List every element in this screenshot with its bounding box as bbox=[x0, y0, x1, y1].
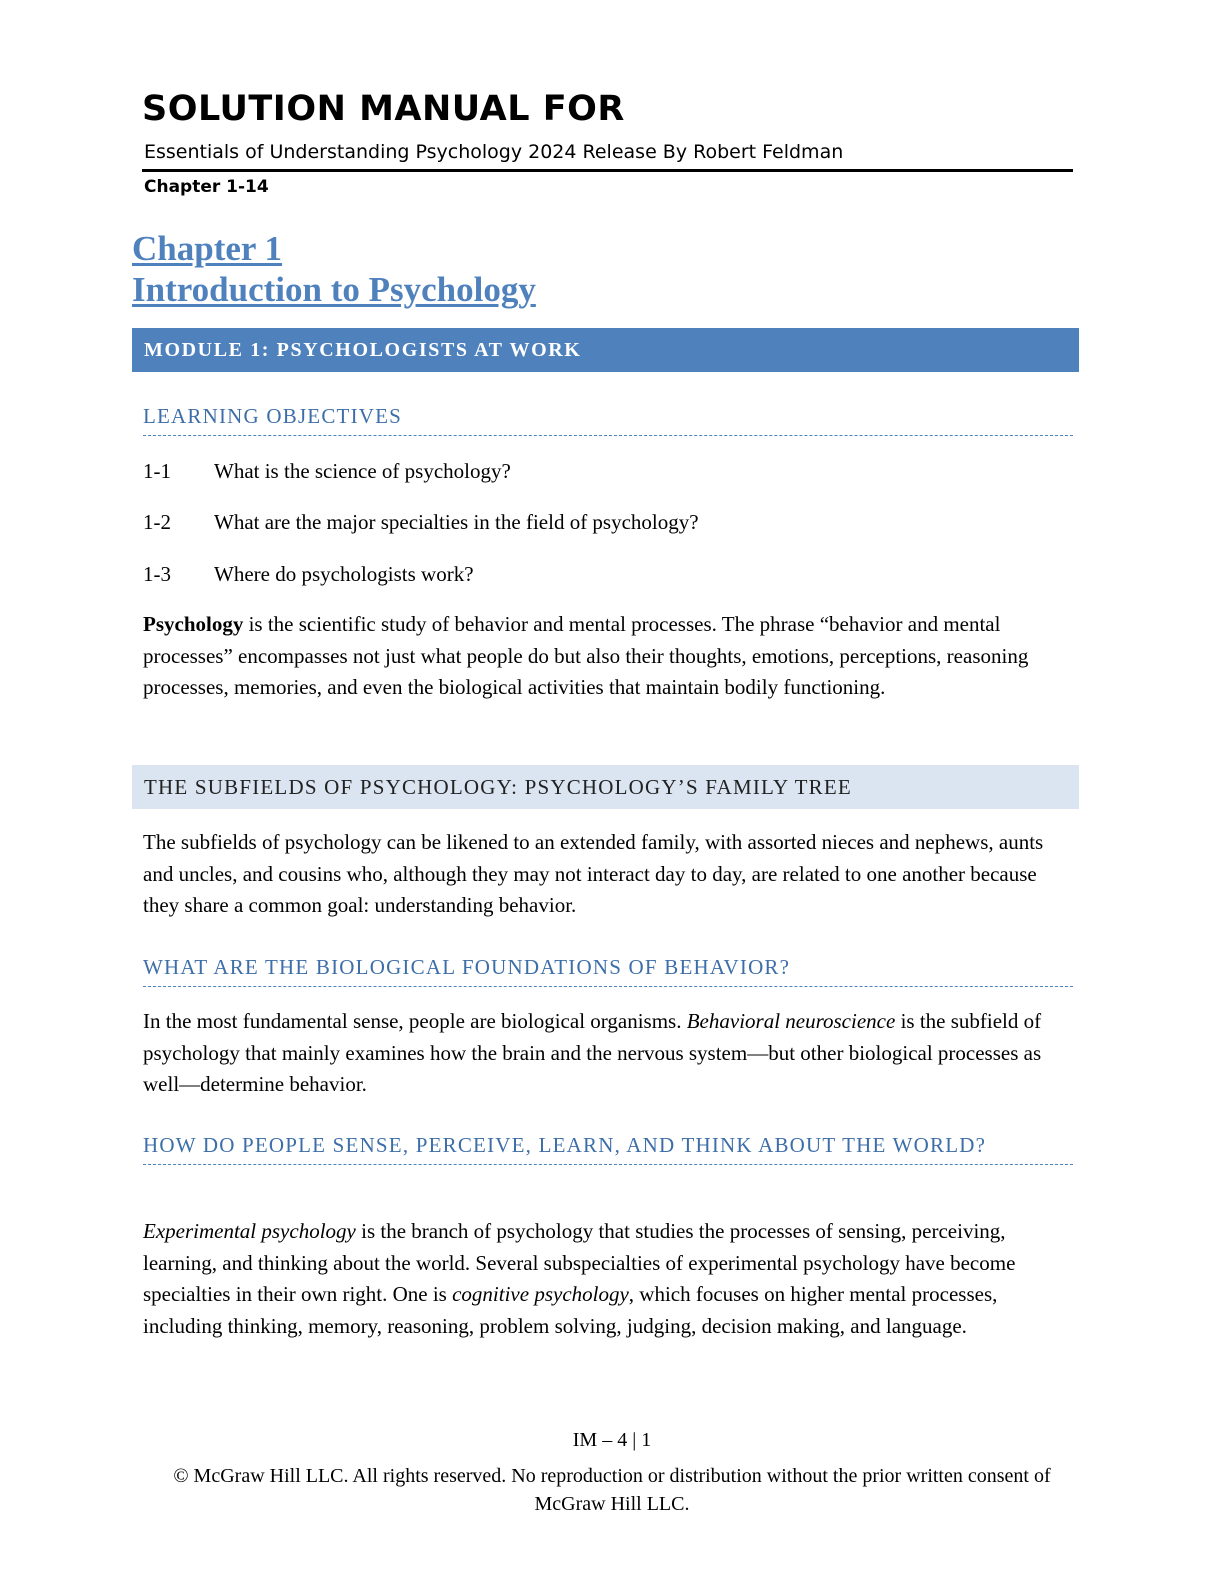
chapter-title-link[interactable]: Introduction to Psychology bbox=[132, 270, 536, 309]
header-divider bbox=[142, 169, 1073, 172]
chapter-range: Chapter 1-14 bbox=[144, 177, 269, 197]
psychology-term: Psychology bbox=[143, 612, 244, 636]
experimental-text-middle: is the branch of psychology that studies the processes of sensing, perceiving, learning, and thinking about the world. Several subspecialties of experimental psychology have become specialties in their own right. One is bbox=[143, 1219, 1016, 1306]
manual-title: SOLUTION MANUAL FOR bbox=[142, 89, 625, 129]
objective-text: What are the major specialties in the field of psychology? bbox=[214, 510, 699, 534]
chapter-number-link[interactable]: Chapter 1 bbox=[132, 229, 283, 268]
objective-number: 1-1 bbox=[143, 459, 171, 483]
biological-paragraph bbox=[143, 1006, 1073, 1101]
behavioral-neuroscience-term: Behavioral neuroscience bbox=[686, 1009, 896, 1033]
experimental-text-end: , which focuses on higher mental processes, including thinking, memory, reasoning, problem solving, judging, decision making, and language. bbox=[143, 1282, 998, 1338]
page-number: IM – 4 | 1 bbox=[572, 1429, 652, 1451]
book-subtitle: Essentials of Understanding Psychology 2024 Release By Robert Feldman bbox=[144, 141, 844, 163]
subfields-banner: THE SUBFIELDS OF PSYCHOLOGY: PSYCHOLOGY’S FAMILY TREE bbox=[132, 765, 1079, 809]
psychology-definition-paragraph bbox=[143, 609, 1073, 704]
objective-item bbox=[143, 508, 699, 536]
objective-number: 1-2 bbox=[143, 510, 171, 534]
objective-item bbox=[143, 560, 474, 588]
objective-item bbox=[143, 457, 511, 485]
learning-objectives-heading: LEARNING OBJECTIVES bbox=[143, 400, 1073, 436]
chapter-heading[interactable] bbox=[132, 228, 536, 310]
objective-number: 1-3 bbox=[143, 562, 171, 586]
objective-text: Where do psychologists work? bbox=[214, 562, 474, 586]
copyright-notice: © McGraw Hill LLC. All rights reserved. No reproduction or distribution without the prior written consent of McGraw Hill LLC. bbox=[173, 1465, 1051, 1515]
experimental-psychology-paragraph bbox=[143, 1216, 1073, 1342]
experimental-psychology-term: Experimental psychology bbox=[143, 1219, 356, 1243]
biological-text-start: In the most fundamental sense, people are biological organisms. bbox=[143, 1009, 687, 1033]
objective-text: What is the science of psychology? bbox=[214, 459, 511, 483]
module-banner: MODULE 1: PSYCHOLOGISTS AT WORK bbox=[132, 328, 1079, 372]
biological-foundations-heading: WHAT ARE THE BIOLOGICAL FOUNDATIONS OF BEHAVIOR? bbox=[143, 951, 1073, 987]
sensing-perceiving-heading: HOW DO PEOPLE SENSE, PERCEIVE, LEARN, AND THINK ABOUT THE WORLD? bbox=[143, 1129, 1073, 1165]
psychology-definition-text: is the scientific study of behavior and mental processes. The phrase “behavior and mental processes” encompasses not just what people do but also their thoughts, emotions, perceptions, reasoning processes, memories, and even the biological activities that maintain bodily functioning. bbox=[143, 612, 1029, 699]
cognitive-psychology-term: cognitive psychology bbox=[452, 1282, 629, 1306]
biological-text-end: is the subfield of psychology that mainly examines how the brain and the nervous system—but other biological processes as well—determine behavior. bbox=[143, 1009, 1042, 1096]
subfields-paragraph: The subfields of psychology can be likened to an extended family, with assorted nieces and nephews, aunts and uncles, and cousins who, although they may not interact day to day, are related to one another because they share a common goal: understanding behavior. bbox=[143, 830, 1044, 917]
